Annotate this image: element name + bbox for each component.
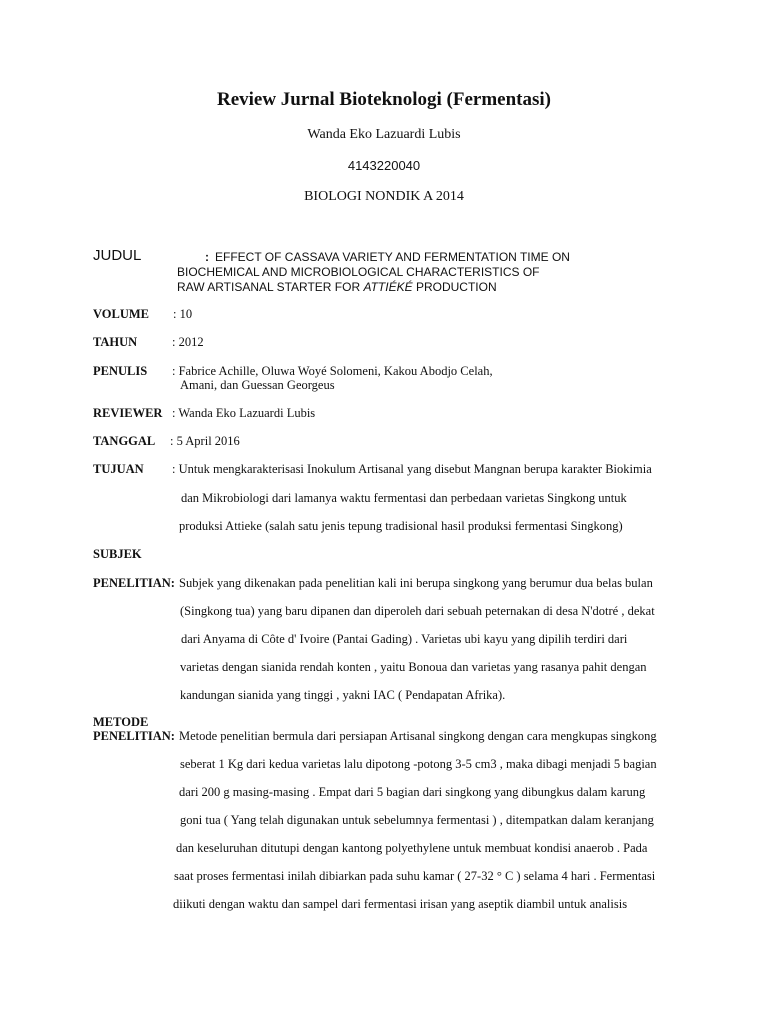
- class-info: BIOLOGI NONDIK A 2014: [304, 189, 464, 204]
- tahun-value: : 2012: [172, 335, 204, 349]
- subjek-line: Subjek yang dikenakan pada penelitian kali ini berupa singkong yang berumur dua belas bulan: [179, 576, 653, 590]
- volume-label: VOLUME: [93, 307, 149, 321]
- penulis-line-1: : Fabrice Achille, Oluwa Woyé Solomeni, Kakou Abodjo Celah,: [172, 364, 493, 378]
- metode-line: diikuti dengan waktu dan sampel dari fermentasi irisan yang aseptik diambil untuk analisis: [173, 897, 628, 911]
- metode-line: dan keseluruhan ditutupi dengan kantong polyethylene untuk membuat kondisi anaerob . Pada: [176, 841, 648, 855]
- metode-line: seberat 1 Kg dari kedua varietas lalu dipotong -potong 3-5 cm3 , maka dibagi menjadi 5 bagian: [180, 757, 657, 771]
- metode-line: goni tua ( Yang telah digunakan untuk sebelumnya fermentasi ) , ditempatkan dalam keranjang: [180, 813, 654, 827]
- judul-line-2: BIOCHEMICAL AND MICROBIOLOGICAL CHARACTERISTICS OF: [177, 265, 540, 279]
- tujuan-line: dan Mikrobiologi dari lamanya waktu fermentasi dan perbedaan varietas Singkong untuk: [181, 491, 627, 505]
- subjek-label: SUBJEK: [93, 547, 142, 561]
- subjek-line: varietas dengan sianida rendah konten , yaitu Bonoua dan varietas yang rasanya pahit dengan: [180, 660, 647, 674]
- judul-line-3-italic: ATTIÉKÉ: [363, 280, 413, 294]
- metode-line: Metode penelitian bermula dari persiapan Artisanal singkong dengan cara mengkupas singkong: [179, 729, 657, 743]
- subjek-line: (Singkong tua) yang baru dipanen dan diperoleh dari sebuah peternakan di desa N'dotré , dekat: [180, 604, 655, 618]
- tujuan-line: : Untuk mengkarakterisasi Inokulum Artisanal yang disebut Mangnan berupa karakter Biokimia: [172, 462, 652, 476]
- subjek-penelitian-label: PENELITIAN:: [93, 576, 175, 590]
- tanggal-label: TANGGAL: [93, 434, 156, 448]
- tahun-label: TAHUN: [93, 335, 138, 349]
- judul-line-3-prefix: RAW ARTISANAL STARTER FOR: [177, 280, 364, 294]
- subjek-line: kandungan sianida yang tinggi , yakni IAC ( Pendapatan Afrika).: [180, 688, 506, 702]
- subjek-line: dari Anyama di Côte d' Ivoire (Pantai Gading) . Varietas ubi kayu yang dipilih terdiri dari: [181, 632, 628, 646]
- document-title: Review Jurnal Bioteknologi (Fermentasi): [216, 89, 552, 110]
- judul-label: JUDUL: [93, 247, 142, 264]
- tujuan-line: produksi Attieke (salah satu jenis tepung tradisional hasil produksi fermentasi Singkong): [179, 519, 623, 533]
- metode-penelitian-label: PENELITIAN:: [93, 729, 175, 743]
- metode-label: METODE: [93, 715, 149, 729]
- metode-line: saat proses fermentasi inilah dibiarkan pada suhu kamar ( 27-32 ° C ) selama 4 hari . Fermentasi: [174, 869, 656, 883]
- student-id: 4143220040: [347, 158, 421, 173]
- reviewer-value: : Wanda Eko Lazuardi Lubis: [172, 406, 316, 420]
- judul-line-3: [177, 280, 497, 294]
- reviewer-label: REVIEWER: [93, 406, 163, 420]
- judul-colon: :: [205, 250, 209, 264]
- author-name: Wanda Eko Lazuardi Lubis: [307, 127, 461, 142]
- penulis-label: PENULIS: [93, 364, 148, 378]
- volume-value: : 10: [173, 307, 193, 321]
- tujuan-label: TUJUAN: [93, 462, 144, 476]
- judul-line-3-suffix: PRODUCTION: [412, 280, 497, 294]
- metode-line: dari 200 g masing-masing . Empat dari 5 bagian dari singkong yang dibungkus dalam karung: [179, 785, 646, 799]
- penulis-line-2: Amani, dan Guessan Georgeus: [180, 378, 335, 392]
- tanggal-value: : 5 April 2016: [170, 434, 240, 448]
- judul-line-1: EFFECT OF CASSAVA VARIETY AND FERMENTATION TIME ON: [215, 250, 570, 264]
